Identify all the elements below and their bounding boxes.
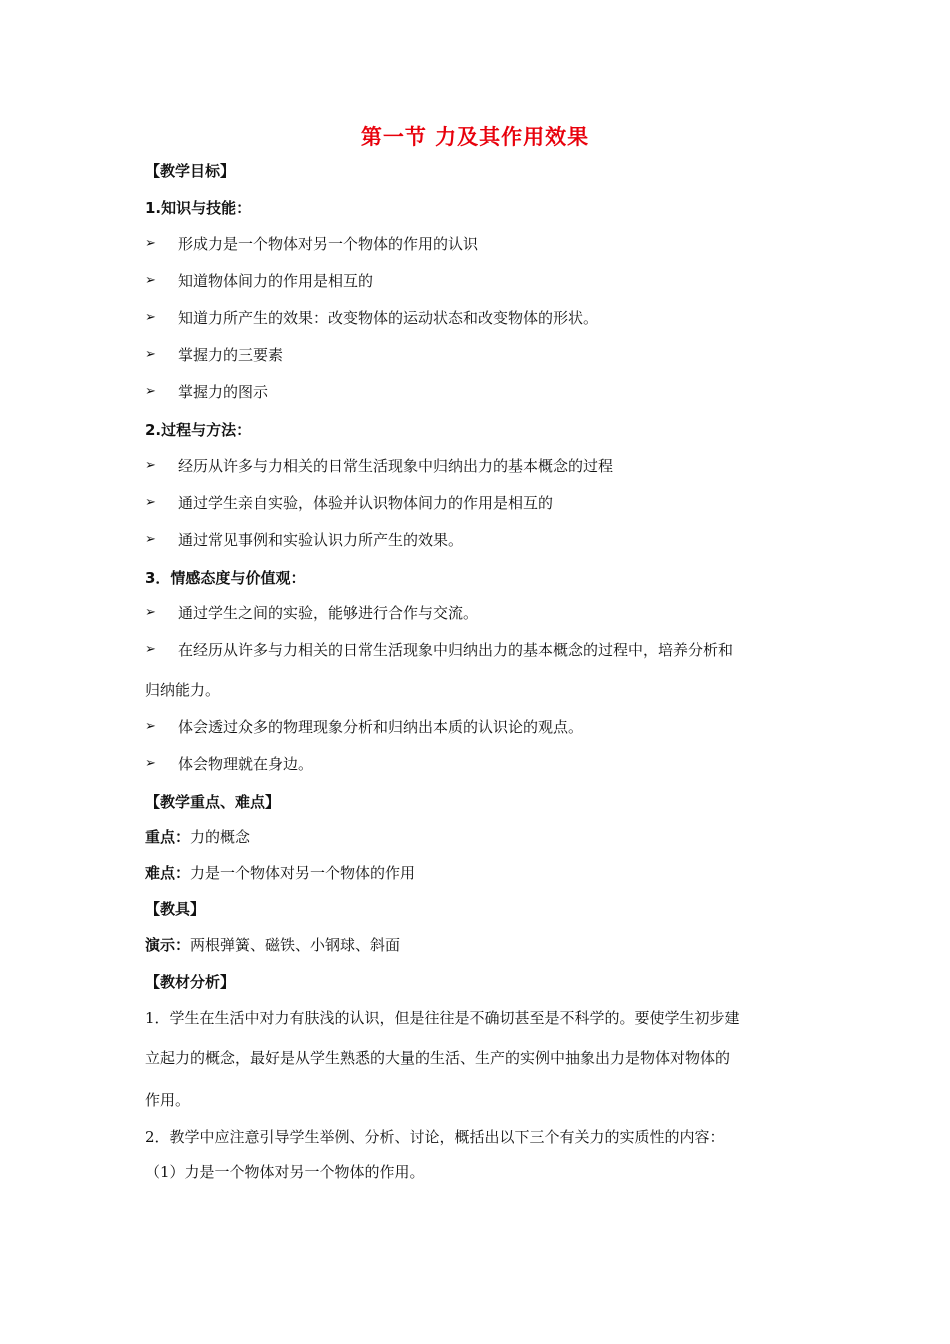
bullet-icon: ➢ [145, 384, 156, 399]
difficulty-line [145, 862, 415, 884]
demo-label: 演示： [145, 936, 191, 954]
bullet-icon: ➢ [145, 236, 156, 251]
bullet-icon: ➢ [145, 495, 156, 510]
list-item: 经历从许多与力相关的日常生活现象中归纳出力的基本概念的过程 [178, 457, 614, 475]
list-item: 通过常见事例和实验认识力所产生的效果。 [178, 531, 464, 549]
bullet-icon: ➢ [145, 273, 156, 288]
demo-text: 两根弹簧、磁铁、小钢球、斜面 [190, 936, 401, 954]
list-item: 掌握力的图示 [178, 383, 269, 401]
list-item: 形成力是一个物体对另一个物体的作用的认识 [178, 235, 479, 253]
subheading-attitude-values: 3．情感态度与价值观： [145, 569, 306, 587]
bullet-icon: ➢ [145, 605, 156, 620]
difficulty-text: 力是一个物体对另一个物体的作用 [190, 864, 416, 882]
key-point-label: 重点： [145, 828, 191, 846]
demo-line [145, 934, 400, 956]
list-item: 通过学生亲自实验，体验并认识物体间力的作用是相互的 [178, 494, 554, 512]
page-title: 第一节 力及其作用效果 [360, 125, 590, 149]
bullet-icon: ➢ [145, 642, 156, 657]
bullet-icon: ➢ [145, 532, 156, 547]
subheading-knowledge-skills: 1.知识与技能： [145, 199, 252, 217]
list-item: 体会物理就在身边。 [178, 755, 314, 773]
paragraph-line: （1）力是一个物体对另一个物体的作用。 [145, 1163, 425, 1181]
paragraph-line: 立起力的概念，最好是从学生熟悉的大量的生活、生产的实例中抽象出力是物体对物体的 [145, 1049, 731, 1067]
list-item: 通过学生之间的实验，能够进行合作与交流。 [178, 604, 479, 622]
list-item: 知道力所产生的效果：改变物体的运动状态和改变物体的形状。 [178, 309, 599, 327]
section-heading-key-points: 【教学重点、难点】 [145, 793, 281, 811]
subheading-process-method: 2.过程与方法： [145, 421, 252, 439]
bullet-icon: ➢ [145, 347, 156, 362]
bullet-icon: ➢ [145, 719, 156, 734]
section-heading-goals: 【教学目标】 [145, 162, 236, 180]
paragraph-line: 作用。 [145, 1091, 191, 1109]
bullet-icon: ➢ [145, 756, 156, 771]
difficulty-label: 难点： [145, 864, 191, 882]
list-item-continuation: 归纳能力。 [145, 681, 221, 699]
paragraph-line: 1．学生在生活中对力有肤浅的认识，但是往往是不确切甚至是不科学的。要使学生初步建 [145, 1009, 740, 1027]
list-item: 在经历从许多与力相关的日常生活现象中归纳出力的基本概念的过程中，培养分析和 [178, 641, 734, 659]
bullet-icon: ➢ [145, 458, 156, 473]
paragraph-line: 2．教学中应注意引导学生举例、分析、讨论，概括出以下三个有关力的实质性的内容： [145, 1128, 725, 1146]
list-item: 掌握力的三要素 [178, 346, 284, 364]
bullet-icon: ➢ [145, 310, 156, 325]
section-heading-teaching-aids: 【教具】 [145, 900, 206, 918]
list-item: 体会透过众多的物理现象分析和归纳出本质的认识论的观点。 [178, 718, 584, 736]
list-item: 知道物体间力的作用是相互的 [178, 272, 374, 290]
key-point-line [145, 826, 250, 848]
key-point-text: 力的概念 [190, 828, 251, 846]
section-heading-material-analysis: 【教材分析】 [145, 973, 236, 991]
